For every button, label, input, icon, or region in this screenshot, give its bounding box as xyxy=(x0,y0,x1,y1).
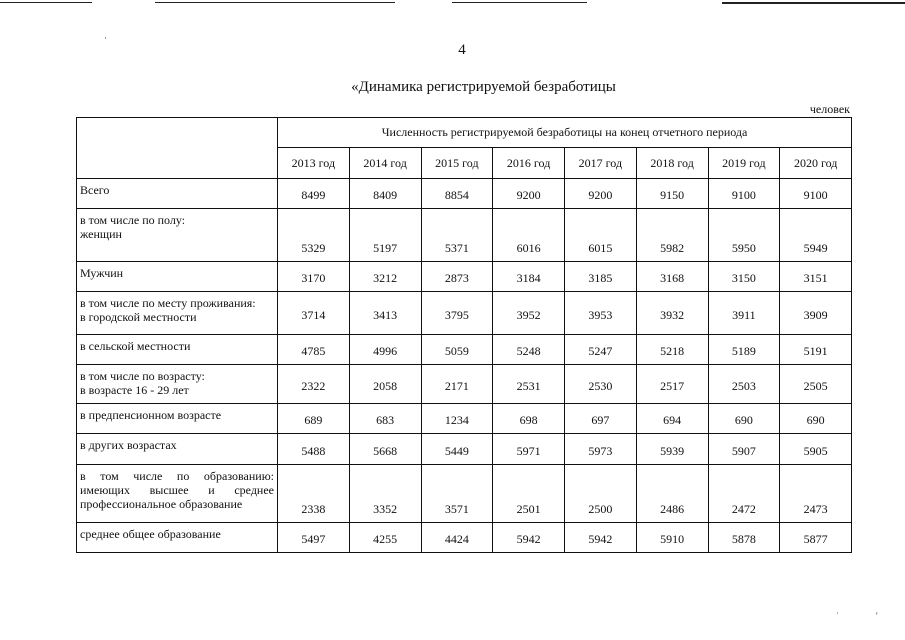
table-cell-value: 690 xyxy=(708,404,780,434)
table-cell-value: 2530 xyxy=(565,365,637,404)
table-cell-value: 5191 xyxy=(780,335,852,365)
scan-speck: ' xyxy=(876,611,878,621)
table-cell-value: 9100 xyxy=(780,179,852,209)
table-cell-value: 5877 xyxy=(780,523,852,553)
row-label xyxy=(77,262,278,292)
scan-artifact-line xyxy=(0,2,92,3)
row-label xyxy=(77,465,278,523)
table-cell-value: 5950 xyxy=(708,209,780,262)
table-cell-value: 5668 xyxy=(349,434,421,465)
scan-artifact-line xyxy=(155,2,395,3)
table-cell-value: 694 xyxy=(636,404,708,434)
table-cell-value: 8854 xyxy=(421,179,493,209)
row-label xyxy=(77,209,278,262)
table-cell-value: 2500 xyxy=(565,465,637,523)
table-row xyxy=(77,292,852,335)
table-cell-value: 698 xyxy=(493,404,565,434)
table-cell-value: 8499 xyxy=(278,179,350,209)
table-header-row xyxy=(77,118,852,148)
row-label-line: женщин xyxy=(80,227,122,241)
table-cell-value: 2517 xyxy=(636,365,708,404)
table-row xyxy=(77,262,852,292)
table-cell-value: 3150 xyxy=(708,262,780,292)
table-cell-value: 3714 xyxy=(278,292,350,335)
row-label xyxy=(77,523,278,553)
table-cell-value: 5329 xyxy=(278,209,350,262)
row-label-line: в том числе по образованию: имеющих высшее и среднее профессиональное образование xyxy=(80,469,274,511)
table-cell-value: 4424 xyxy=(421,523,493,553)
table-cell-value: 2531 xyxy=(493,365,565,404)
table-cell-value: 9200 xyxy=(565,179,637,209)
table-cell-value: 3571 xyxy=(421,465,493,523)
row-label xyxy=(77,292,278,335)
table-cell-value: 5982 xyxy=(636,209,708,262)
table-cell-value: 8409 xyxy=(349,179,421,209)
table-cell-value: 689 xyxy=(278,404,350,434)
unemployment-table xyxy=(76,117,852,553)
row-label xyxy=(77,404,278,434)
table-cell-value: 2505 xyxy=(780,365,852,404)
table-cell-value: 2503 xyxy=(708,365,780,404)
table-cell-value: 2322 xyxy=(278,365,350,404)
unit-label: человек xyxy=(809,102,850,116)
table-cell-value: 3952 xyxy=(493,292,565,335)
table-cell-value: 5973 xyxy=(565,434,637,465)
table-cell-value: 3953 xyxy=(565,292,637,335)
table-row xyxy=(77,434,852,465)
table-cell-value: 5878 xyxy=(708,523,780,553)
table-cell-value: 9100 xyxy=(708,179,780,209)
table-cell-value: 3911 xyxy=(708,292,780,335)
table-cell-value: 5905 xyxy=(780,434,852,465)
table-cell-value: 5449 xyxy=(421,434,493,465)
row-label xyxy=(77,335,278,365)
table-cell-value: 3168 xyxy=(636,262,708,292)
table-cell-value: 683 xyxy=(349,404,421,434)
table-cell-value: 4785 xyxy=(278,335,350,365)
corner-header-cell xyxy=(77,118,278,179)
table-cell-value: 5907 xyxy=(708,434,780,465)
row-label-line: в том числе по возрасту: xyxy=(80,369,205,383)
table-cell-value: 9200 xyxy=(493,179,565,209)
table-cell-value: 1234 xyxy=(421,404,493,434)
year-header: 2014 год xyxy=(349,148,421,179)
table-cell-value: 2501 xyxy=(493,465,565,523)
row-label-line: в предпенсионном возрасте xyxy=(80,408,222,422)
year-header: 2016 год xyxy=(493,148,565,179)
table-cell-value: 5497 xyxy=(278,523,350,553)
row-label xyxy=(77,365,278,404)
row-label xyxy=(77,179,278,209)
scan-artifact-line xyxy=(722,2,905,4)
scan-speck: · xyxy=(104,33,107,43)
page-title: «Динамика регистрируемой безработицы xyxy=(351,79,616,95)
year-header: 2019 год xyxy=(708,148,780,179)
row-label-line: в других возрастах xyxy=(80,438,177,452)
table-cell-value: 5059 xyxy=(421,335,493,365)
row-label-line: Мужчин xyxy=(80,266,124,280)
year-header: 2017 год xyxy=(565,148,637,179)
table-cell-value: 3184 xyxy=(493,262,565,292)
row-label-line: среднее общее образование xyxy=(80,527,221,541)
row-label-line: в сельской местности xyxy=(80,339,191,353)
table-cell-value: 5910 xyxy=(636,523,708,553)
scan-speck: ˙ xyxy=(836,611,839,621)
year-header: 2020 год xyxy=(780,148,852,179)
table-cell-value: 6016 xyxy=(493,209,565,262)
page-number: 4 xyxy=(458,42,466,58)
table-cell-value: 697 xyxy=(565,404,637,434)
table-cell-value: 3151 xyxy=(780,262,852,292)
table-cell-value: 2058 xyxy=(349,365,421,404)
table-cell-value: 5942 xyxy=(565,523,637,553)
year-header: 2018 год xyxy=(636,148,708,179)
table-cell-value: 690 xyxy=(780,404,852,434)
table-cell-value: 3212 xyxy=(349,262,421,292)
row-label-line: в городской местности xyxy=(80,310,197,324)
year-header: 2015 год xyxy=(421,148,493,179)
table-cell-value: 5371 xyxy=(421,209,493,262)
row-label xyxy=(77,434,278,465)
table-cell-value: 5248 xyxy=(493,335,565,365)
table-cell-value: 2873 xyxy=(421,262,493,292)
table-cell-value: 2171 xyxy=(421,365,493,404)
table-cell-value: 5971 xyxy=(493,434,565,465)
table-cell-value: 3795 xyxy=(421,292,493,335)
table-cell-value: 3909 xyxy=(780,292,852,335)
year-header: 2013 год xyxy=(278,148,350,179)
table-cell-value: 3413 xyxy=(349,292,421,335)
table-cell-value: 5189 xyxy=(708,335,780,365)
table-cell-value: 6015 xyxy=(565,209,637,262)
table-row xyxy=(77,209,852,262)
table-row xyxy=(77,365,852,404)
table-cell-value: 9150 xyxy=(636,179,708,209)
table-cell-value: 3932 xyxy=(636,292,708,335)
table-row xyxy=(77,465,852,523)
row-label-line: в том числе по месту проживания: xyxy=(80,296,256,310)
table-row xyxy=(77,523,852,553)
table-cell-value: 2338 xyxy=(278,465,350,523)
table-cell-value: 5949 xyxy=(780,209,852,262)
group-header: Численность регистрируемой безработицы на конец отчетного периода xyxy=(278,118,852,148)
table-cell-value: 2473 xyxy=(780,465,852,523)
table-row xyxy=(77,404,852,434)
row-label-line: в возрасте 16 - 29 лет xyxy=(80,383,189,397)
row-label-line: в том числе по полу: xyxy=(80,213,186,227)
table-cell-value: 3170 xyxy=(278,262,350,292)
scan-artifact-line xyxy=(452,2,587,3)
table-cell-value: 5218 xyxy=(636,335,708,365)
table-cell-value: 2472 xyxy=(708,465,780,523)
row-label-line: Всего xyxy=(80,183,110,197)
table-cell-value: 5942 xyxy=(493,523,565,553)
table-cell-value: 3185 xyxy=(565,262,637,292)
table-cell-value: 5939 xyxy=(636,434,708,465)
table-row xyxy=(77,335,852,365)
table-cell-value: 2486 xyxy=(636,465,708,523)
table-row xyxy=(77,179,852,209)
table-cell-value: 5488 xyxy=(278,434,350,465)
table-cell-value: 5247 xyxy=(565,335,637,365)
table-cell-value: 4996 xyxy=(349,335,421,365)
table-cell-value: 3352 xyxy=(349,465,421,523)
table-cell-value: 5197 xyxy=(349,209,421,262)
table-cell-value: 4255 xyxy=(349,523,421,553)
